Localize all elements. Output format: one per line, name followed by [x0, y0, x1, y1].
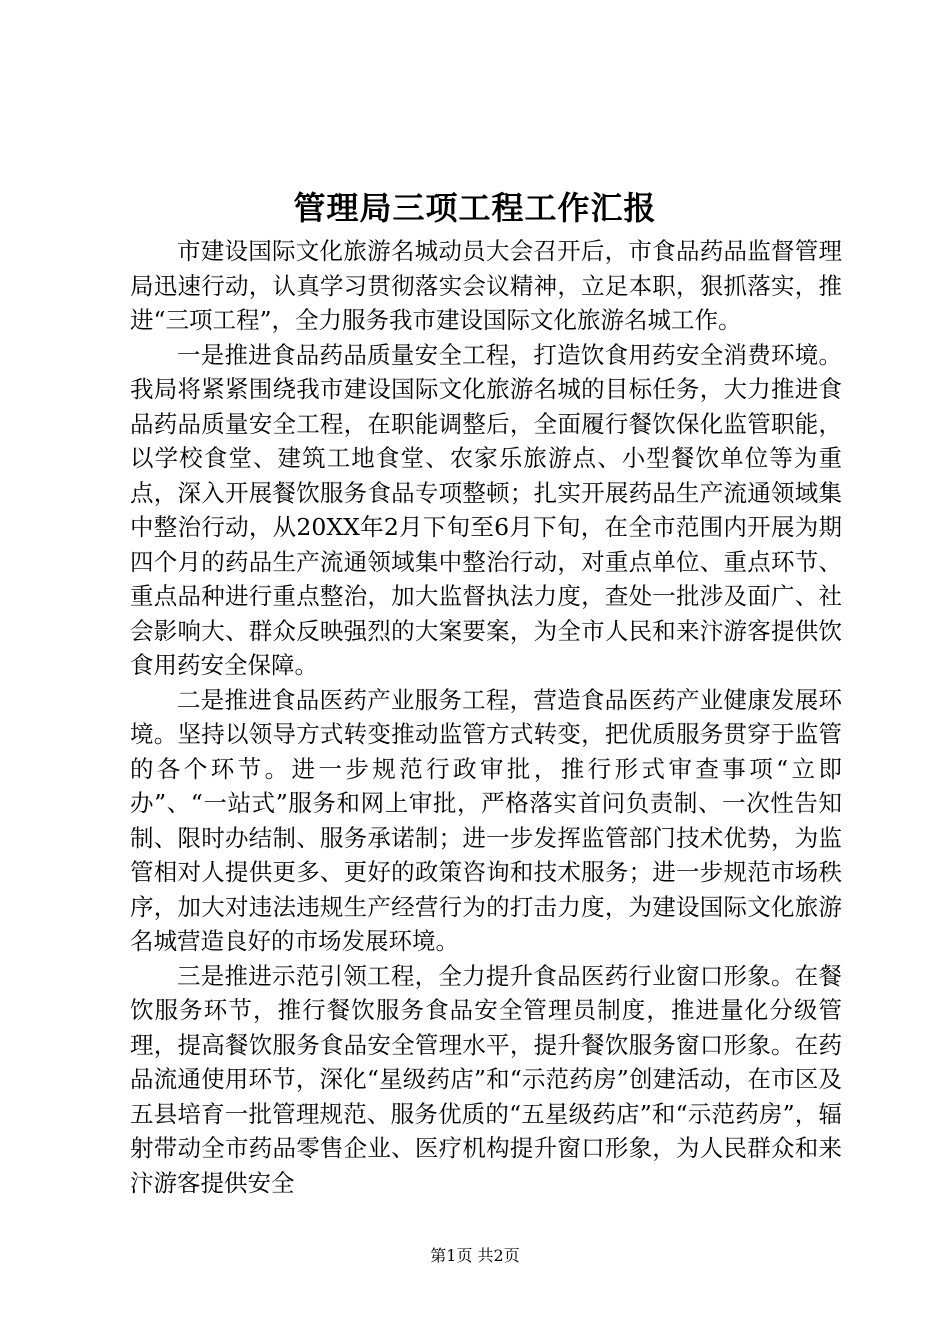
paragraph-project-two: 二是推进食品医药产业服务工程，营造食品医药产业健康发展环境。坚持以领导方式转变推动监管方式转变，把优质服务贯穿于监管的各个环节。进一步规范行政审批，推行形式审查事项“立即办”、“一站式”服务和网上审批，严格落实首问负责制、一次性告知制、限时办结制、服务承诺制；进一步发挥监管部门技术优势，为监管相对人提供更多、更好的政策咨询和技术服务；进一步规范市场秩序，加大对违法违规生产经营行为的打击力度，为建设国际文化旅游名城营造良好的市场发展环境。	[130, 685, 842, 955]
page-footer: 第1页 共2页	[430, 1246, 520, 1265]
document-body	[130, 234, 842, 1200]
paragraph-project-one: 一是推进食品药品质量安全工程，打造饮食用药安全消费环境。我局将紧紧围绕我市建设国际文化旅游名城的目标任务，大力推进食品药品质量安全工程，在职能调整后，全面履行餐饮保化监管职能，以学校食堂、建筑工地食堂、农家乐旅游点、小型餐饮单位等为重点，深入开展餐饮服务食品专项整顿；扎实开展药品生产流通领域集中整治行动，从20XX年2月下旬至6月下旬，在全市范围内开展为期四个月的药品生产流通领域集中整治行动，对重点单位、重点环节、重点品种进行重点整治，加大监督执法力度，查处一批涉及面广、社会影响大、群众反映强烈的大案要案，为全市人民和来汴游客提供饮食用药安全保障。	[130, 340, 842, 679]
paragraph-project-three: 三是推进示范引领工程，全力提升食品医药行业窗口形象。在餐饮服务环节，推行餐饮服务食品安全管理员制度，推进量化分级管理，提高餐饮服务食品安全管理水平，提升餐饮服务窗口形象。在药品流通使用环节，深化“星级药店”和“示范药房”创建活动，在市区及五县培育一批管理规范、服务优质的“五星级药店”和“示范药房”，辐射带动全市药品零售企业、医疗机构提升窗口形象，为人民群众和来汴游客提供安全	[130, 961, 842, 1197]
paragraph-intro: 市建设国际文化旅游名城动员大会召开后，市食品药品监督管理局迅速行动，认真学习贯彻落实会议精神，立足本职，狠抓落实，推进“三项工程”，全力服务我市建设国际文化旅游名城工作。	[130, 237, 842, 334]
document-title: 管理局三项工程工作汇报	[293, 189, 657, 227]
